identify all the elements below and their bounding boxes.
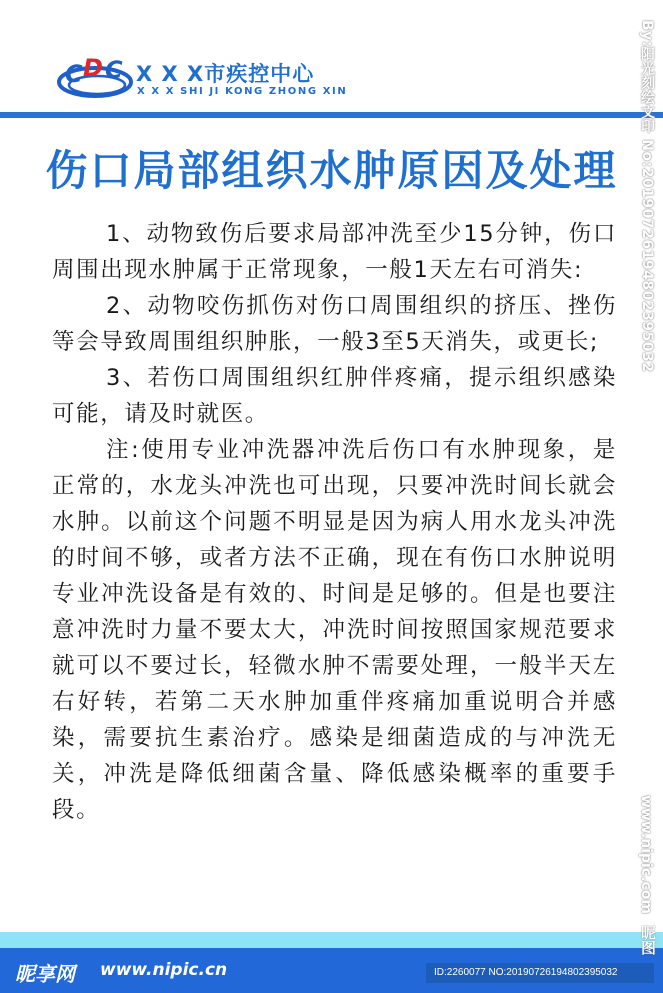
header-divider (0, 112, 663, 118)
footer (0, 948, 663, 993)
body-content (52, 216, 617, 828)
page-title: 伤口局部组织水肿原因及处理 (45, 146, 618, 195)
watermark-vertical-top: By:阳光刻绘文印 No:20190726194802395032 (639, 20, 655, 373)
footer-url[interactable]: www.nipic.cn (100, 960, 228, 980)
org-name-cn: X X X市疾控中心 (136, 62, 315, 86)
svg-text:C: C (65, 60, 83, 88)
svg-text:C: C (105, 56, 123, 84)
watermark-corner: 昵图 (639, 925, 657, 955)
org-name-en: X X X SHI JI KONG ZHONG XIN (137, 86, 348, 97)
paragraph-1: 1、动物致伤后要求局部冲洗至少15分钟，伤口周围出现水肿属于正常现象，一般1天左右可消失: (52, 221, 617, 283)
image-id-label: ID:2260077 NO:20190726194802395032 (426, 963, 654, 983)
footer-accent-strip (0, 932, 663, 948)
svg-text:D: D (83, 54, 103, 82)
header (0, 0, 663, 112)
paragraph-3: 3、若伤口周围组织红肿伴疼痛，提示组织感染可能，请及时就医。 (52, 365, 617, 427)
paragraph-2: 2、动物咬伤抓伤对伤口周围组织的挤压、挫伤等会导致周围组织肿胀，一般3至5天消失，或更长; (52, 293, 617, 355)
watermark-vertical-bottom: www.nipic.com (638, 795, 654, 914)
footer-brand: 昵享网 (15, 962, 75, 986)
cdc-logo-icon (55, 52, 135, 102)
note-paragraph: 注:使用专业冲洗器冲洗后伤口有水肿现象，是正常的，水龙头冲洗也可出现，只要冲洗时间长就会水肿。以前这个问题不明显是因为病人用水龙头冲洗的时间不够，或者方法不正确，现在有伤口水肿说明专业冲洗设备是有效的、时间是足够的。但是也要注意冲洗时力量不要太大，冲洗时间按照国家规范要求就可以不要过长，轻微水肿不需要处理，一般半天左右好转，若第二天水肿加重伴疼痛加重说明合并感染，需要抗生素治疗。感染是细菌造成的与冲洗无关，冲洗是降低细菌含量、降低感染概率的重要手段。 (52, 437, 617, 823)
